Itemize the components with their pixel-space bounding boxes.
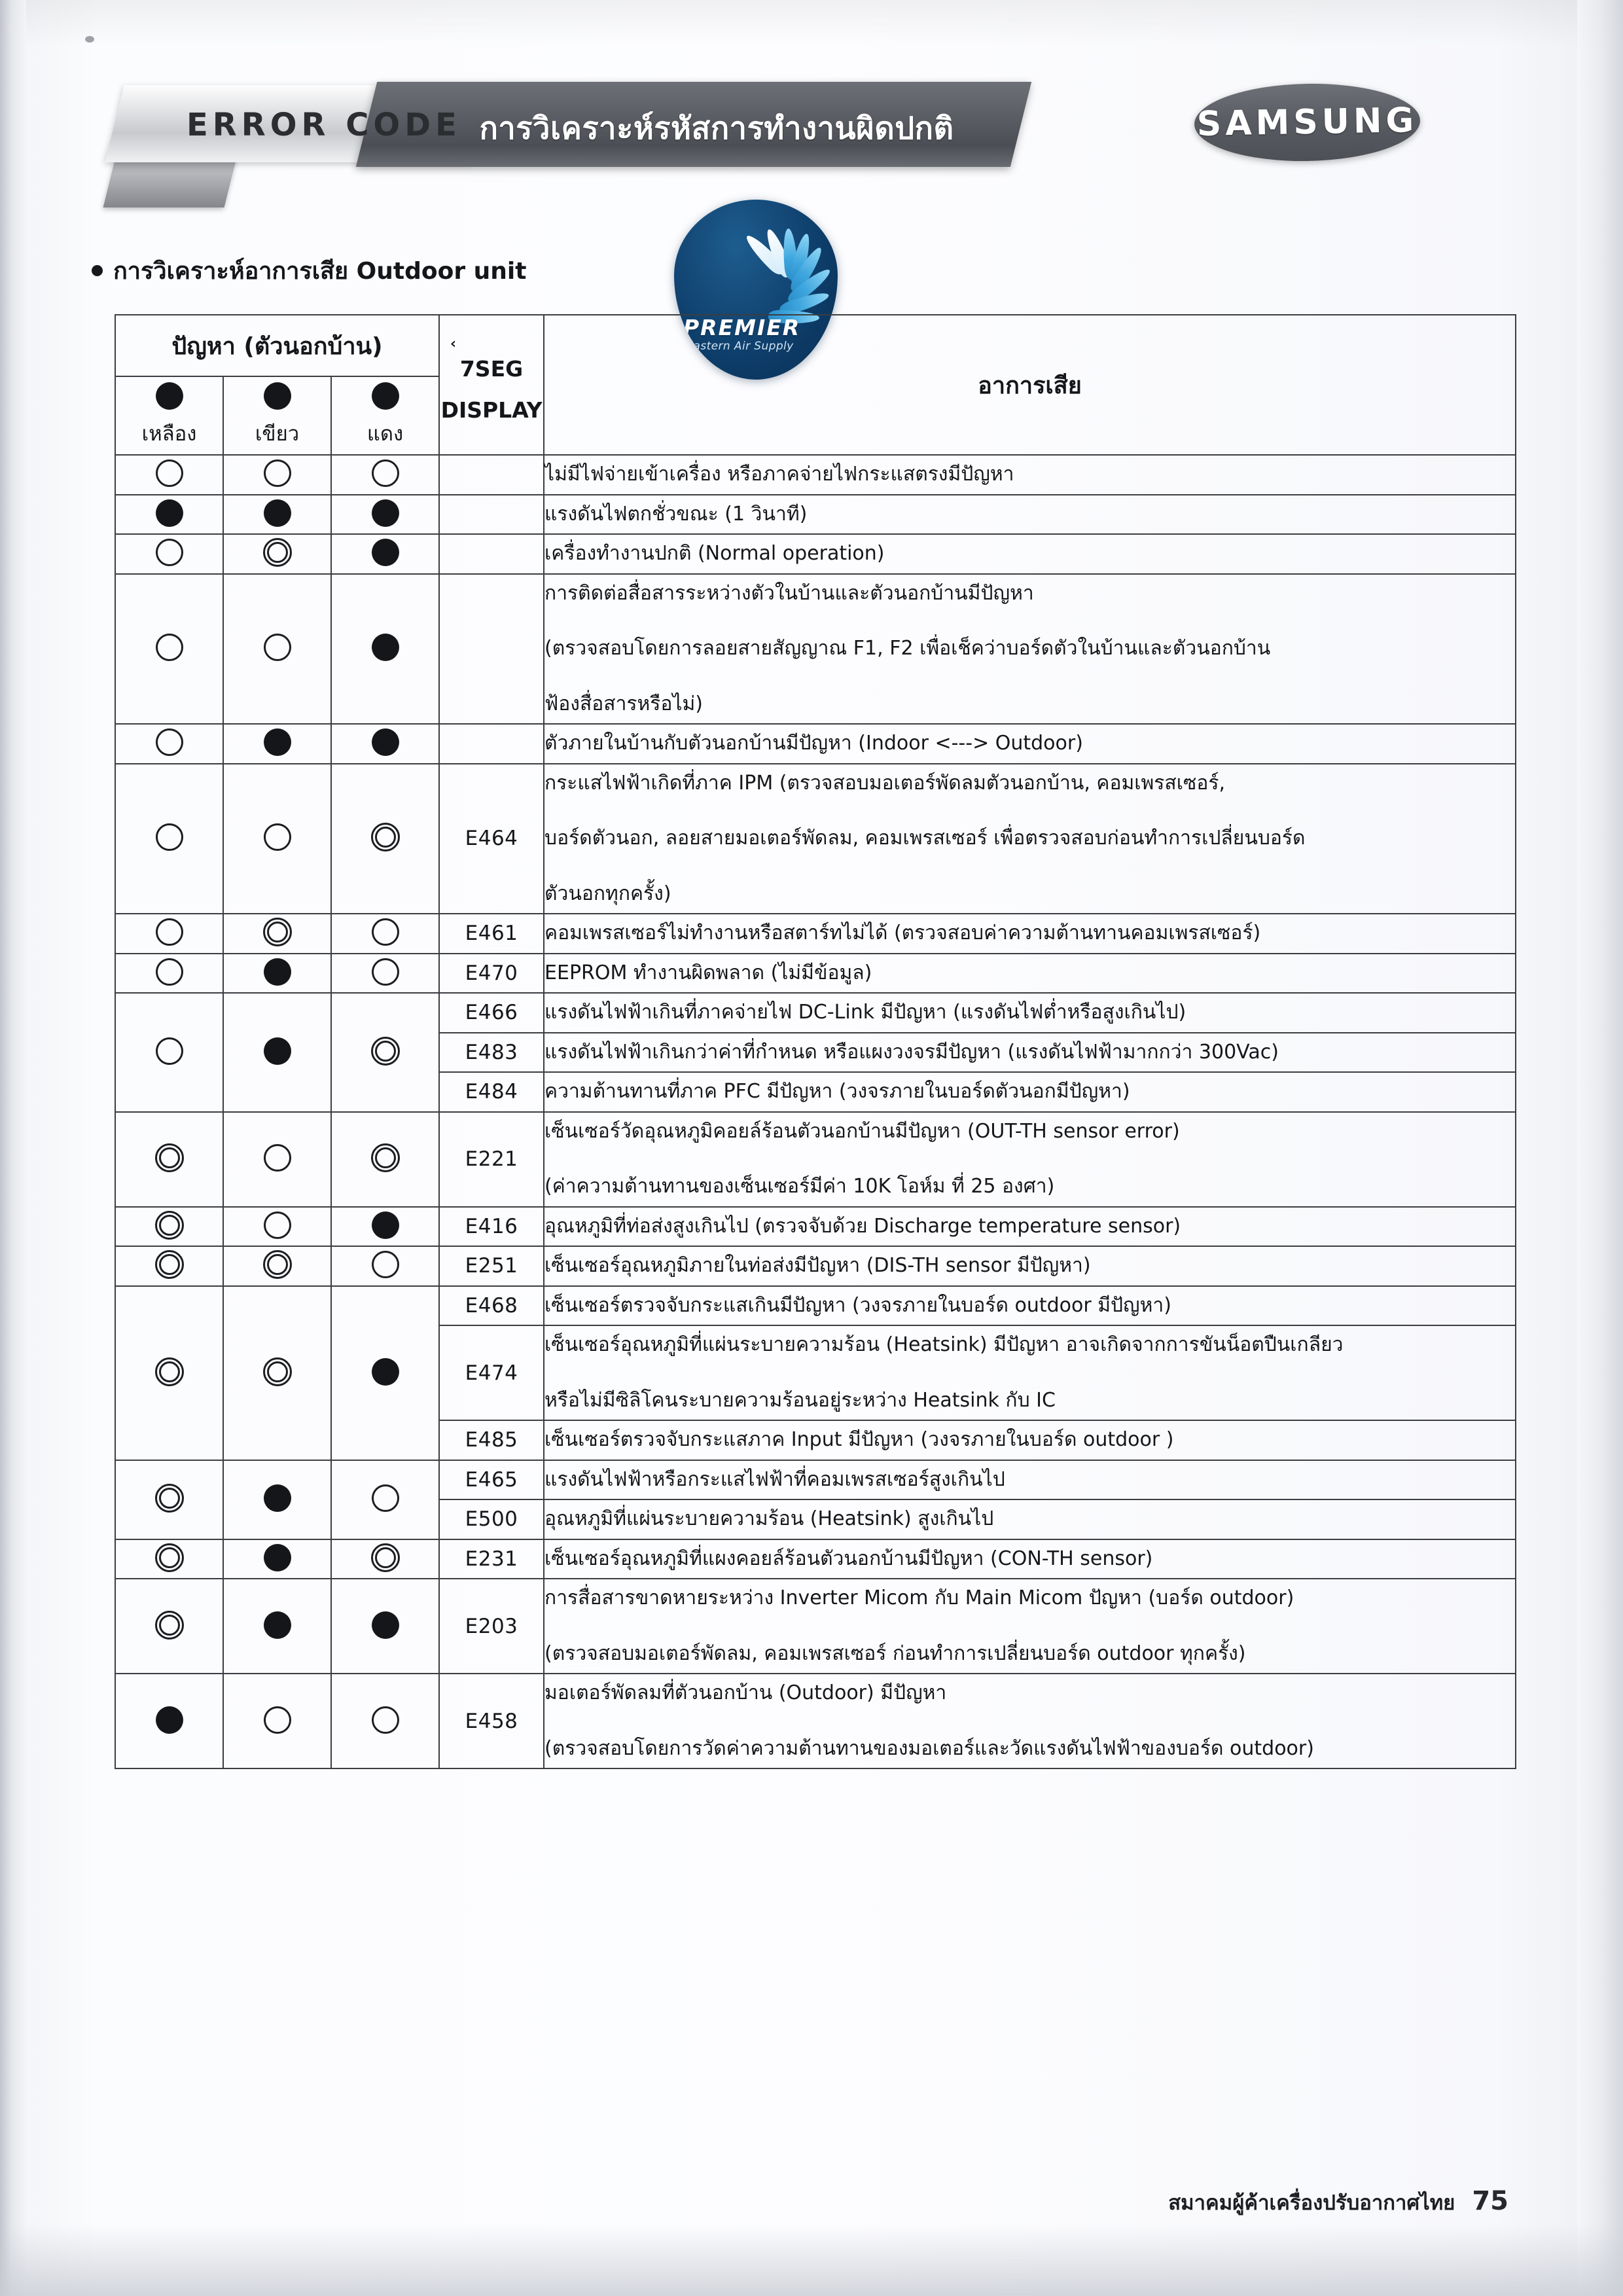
table-row (115, 534, 1516, 574)
page-footer (1168, 2186, 1508, 2219)
header-banner (115, 82, 1247, 216)
symptom-description (544, 455, 1516, 495)
led-cell (223, 1286, 331, 1460)
symptom-line: เซ็นเซอร์อุณหภูมิที่แผงคอยล์ร้อนตัวนอกบ้านมีปัญหา (CON-TH sensor) (544, 1547, 1153, 1570)
symptom-line: (ตรวจสอบโดยการวัดค่าความต้านทานของมอเตอร์และวัดแรงดันไฟฟ้าของบอร์ด outdoor) (544, 1736, 1314, 1760)
led-indicator-double-icon (155, 1543, 184, 1572)
led-indicator-filled-icon (263, 728, 292, 757)
led-indicator-double-icon (263, 1357, 292, 1386)
symptom-line: คอมเพรสเซอร์ไม่ทำงานหรือสตาร์ทไม่ได้ (ตรวจสอบค่าความต้านทานคอมเพรสเซอร์) (544, 922, 1261, 944)
symptom-description (544, 495, 1516, 535)
led-cell (331, 1112, 439, 1207)
symptom-description (544, 534, 1516, 574)
led-indicator-filled-icon (263, 1484, 292, 1513)
symptom-line: อุณหภูมิที่แผ่นระบายความร้อน (Heatsink) สูงเกินไป (544, 1507, 994, 1530)
table-body (115, 455, 1516, 1768)
table-row (115, 1674, 1516, 1768)
led-indicator-empty-icon (371, 1250, 400, 1279)
led-indicator-double-icon (155, 1143, 184, 1172)
led-cell (223, 495, 331, 535)
led-indicator-empty-icon (155, 633, 184, 662)
led-cell (331, 764, 439, 914)
led-indicator-filled-icon (263, 1543, 292, 1572)
header-led-red-label: แดง (366, 422, 404, 446)
table-row (115, 1112, 1516, 1207)
table-row (115, 914, 1516, 954)
section-heading-text: การวิเคราะห์อาการเสีย Outdoor unit (113, 258, 527, 285)
symptom-line: การติดต่อสื่อสารระหว่างตัวในบ้านและตัวนอกบ้านมีปัญหา (544, 581, 1034, 605)
symptom-description (544, 1539, 1516, 1579)
led-indicator-empty-icon (155, 918, 184, 946)
led-indicator-empty-icon (155, 459, 184, 488)
led-cell (115, 495, 223, 535)
error-code-label: ERROR CODE (187, 107, 461, 143)
led-indicator-double-icon (263, 1250, 292, 1279)
header-led-yellow-label: เหลือง (141, 422, 197, 446)
led-cell (223, 455, 331, 495)
header-led-group: ปัญหา (ตัวนอกบ้าน) (115, 315, 439, 376)
table-row (115, 1246, 1516, 1286)
section-heading (92, 252, 526, 289)
led-cell (223, 1539, 331, 1579)
led-cell (223, 1460, 331, 1539)
led-indicator-filled-icon (371, 499, 400, 528)
symptom-description (544, 1246, 1516, 1286)
led-indicator-filled-icon (155, 499, 184, 528)
symptom-line: แรงดันไฟฟ้าเกินที่ภาคจ่ายไฟ DC-Link มีปัญหา (แรงดันไฟต่ำหรือสูงเกินไป) (544, 1001, 1186, 1024)
led-cell (331, 1207, 439, 1247)
symptom-line: อุณหภูมิที่ท่อส่งสูงเกินไป (ตรวจจับด้วย Discharge temperature sensor) (544, 1214, 1181, 1238)
led-cell (331, 1674, 439, 1768)
seven-segment-code: E468 (439, 1286, 544, 1326)
led-indicator-double-icon (155, 1611, 184, 1640)
symptom-line: ตัวภายในบ้านกับตัวนอกบ้านมีปัญหา (Indoor <---> Outdoor) (544, 732, 1083, 755)
led-cell (115, 914, 223, 954)
symptom-line: มอเตอร์พัดลมที่ตัวนอกบ้าน (Outdoor) มีปัญหา (544, 1681, 947, 1704)
led-cell (115, 954, 223, 994)
association-name: สมาคมผู้ค้าเครื่องปรับอากาศไทย (1168, 2191, 1455, 2215)
seven-segment-code: E484 (439, 1072, 544, 1112)
symptom-description (544, 1207, 1516, 1247)
symptom-description (544, 1579, 1516, 1674)
led-cell (115, 1539, 223, 1579)
symptom-line: ฟ้องสื่อสารหรือไม่) (544, 692, 704, 715)
table-row (115, 764, 1516, 914)
symptom-description (544, 574, 1516, 725)
led-cell (115, 1112, 223, 1207)
symptom-line: (ตรวจสอบโดยการลอยสายสัญญาณ F1, F2 เพื่อเช็คว่าบอร์ดตัวในบ้านและตัวนอกบ้าน (544, 637, 1271, 660)
bullet-icon (92, 265, 103, 276)
led-cell (115, 724, 223, 764)
seven-segment-code (439, 724, 544, 764)
symptom-description (544, 724, 1516, 764)
table-row (115, 495, 1516, 535)
led-cell (223, 1246, 331, 1286)
seven-segment-code: E483 (439, 1033, 544, 1073)
led-indicator-filled-icon (371, 1211, 400, 1240)
symptom-description (544, 1460, 1516, 1500)
seven-segment-code: E485 (439, 1420, 544, 1460)
symptom-description (544, 1033, 1516, 1073)
symptom-line: เซ็นเซอร์อุณหภูมิภายในท่อส่งมีปัญหา (DIS-TH sensor มีปัญหา) (544, 1254, 1091, 1277)
led-indicator-double-icon (155, 1250, 184, 1279)
led-cell (331, 1286, 439, 1460)
led-indicator-double-icon (155, 1211, 184, 1240)
led-indicator-empty-icon (155, 538, 184, 567)
led-cell (331, 1579, 439, 1674)
page-right-gutter-shadow (1577, 0, 1623, 2296)
seven-segment-code: E221 (439, 1112, 544, 1207)
seven-segment-code: E203 (439, 1579, 544, 1674)
symptom-line: EEPROM ทำงานผิดพลาด (ไม่มีข้อมูล) (544, 961, 872, 984)
led-indicator-filled-icon (371, 1357, 400, 1386)
led-indicator-empty-icon (155, 1037, 184, 1066)
led-cell (223, 764, 331, 914)
led-cell (115, 534, 223, 574)
led-cell (331, 534, 439, 574)
seven-segment-code: E416 (439, 1207, 544, 1247)
table-row (115, 993, 1516, 1033)
scan-speck (85, 36, 94, 43)
banner-thai-title: การวิเคราะห์รหัสการทำงานผิดปกติ (479, 110, 954, 147)
symptom-line: การสื่อสารขาดหายระหว่าง Inverter Micom กับ Main Micom ปัญหา (บอร์ด outdoor) (544, 1587, 1294, 1609)
error-code-table-wrap (115, 314, 1515, 1769)
table-head-row-1 (115, 315, 1516, 376)
led-indicator-filled-icon (371, 633, 400, 662)
led-indicator-double-icon (371, 1143, 400, 1172)
led-indicator-double-icon (263, 538, 292, 567)
led-cell (223, 574, 331, 725)
seven-segment-code (439, 534, 544, 574)
led-cell (331, 1460, 439, 1539)
led-cell (223, 1674, 331, 1768)
led-cell (115, 455, 223, 495)
led-cell (115, 1286, 223, 1460)
led-cell (223, 914, 331, 954)
table-row (115, 1539, 1516, 1579)
table-row (115, 574, 1516, 725)
led-indicator-filled-icon (371, 538, 400, 567)
symptom-description (544, 1674, 1516, 1768)
symptom-line: กระแสไฟฟ้าเกิดที่ภาค IPM (ตรวจสอบมอเตอร์พัดลมตัวนอกบ้าน, คอมเพรสเซอร์, (544, 771, 1225, 795)
page-bottom-shadow (0, 2224, 1623, 2296)
table-head (115, 315, 1516, 455)
symptom-line: บอร์ดตัวนอก, ลอยสายมอเตอร์พัดลม, คอมเพรสเซอร์ เพื่อตรวจสอบก่อนทำการเปลี่ยนบอร์ด (544, 827, 1306, 850)
led-indicator-empty-icon (371, 1484, 400, 1513)
led-indicator-filled-icon (263, 958, 292, 986)
table-row (115, 1460, 1516, 1500)
table-row (115, 724, 1516, 764)
seven-segment-code (439, 455, 544, 495)
table-row (115, 455, 1516, 495)
symptom-line: เซ็นเซอร์อุณหภูมิที่แผ่นระบายความร้อน (Heatsink) มีปัญหา อาจเกิดจากการขันน็อตปืนเกลียว (544, 1333, 1344, 1356)
seven-segment-code: E474 (439, 1325, 544, 1420)
symptom-line: แรงดันไฟฟ้าเกินกว่าค่าที่กำหนด หรือแผงวงจรมีปัญหา (แรงดันไฟฟ้ามากกว่า 300Vac) (544, 1040, 1279, 1064)
page-left-gutter-shadow (0, 0, 26, 2296)
led-indicator-double-icon (371, 823, 400, 852)
led-indicator-empty-icon (371, 958, 400, 986)
samsung-wordmark: SAMSUNG (1196, 101, 1418, 144)
led-indicator-empty-icon (263, 459, 292, 488)
seven-segment-code (439, 574, 544, 725)
symptom-line: เซ็นเซอร์ตรวจจับกระแสภาค Input มีปัญหา (วงจรภายในบอร์ด outdoor ) (544, 1428, 1174, 1451)
header-7seg-line2: DISPLAY (440, 397, 543, 423)
premier-spray-icon (747, 222, 826, 323)
symptom-line: หรือไม่มีซิลิโคนระบายความร้อนอยู่ระหว่าง Heatsink กับ IC (544, 1388, 1056, 1412)
table-row (115, 1579, 1516, 1674)
page-number: 75 (1472, 2186, 1508, 2216)
premier-tagline: Eastern Air Supply (686, 340, 794, 353)
seven-segment-code: E470 (439, 954, 544, 994)
led-indicator-filled-icon (263, 1037, 292, 1066)
seven-segment-code: E251 (439, 1246, 544, 1286)
table-row (115, 954, 1516, 994)
led-cell (223, 1112, 331, 1207)
symptom-description (544, 914, 1516, 954)
seven-segment-code: E458 (439, 1674, 544, 1768)
led-cell (223, 724, 331, 764)
led-indicator-empty-icon (155, 823, 184, 852)
led-indicator-empty-icon (263, 1143, 292, 1172)
led-cell (331, 574, 439, 725)
led-cell (115, 764, 223, 914)
led-indicator-filled-icon (263, 1611, 292, 1640)
header-7seg-line1: 7SEG (459, 356, 524, 382)
led-indicator-double-icon (371, 1037, 400, 1066)
symptom-description (544, 1499, 1516, 1539)
led-indicator-double-icon (155, 1357, 184, 1386)
led-cell (115, 1674, 223, 1768)
led-cell (115, 1246, 223, 1286)
led-indicator-double-icon (371, 1543, 400, 1572)
led-cell (115, 1207, 223, 1247)
symptom-line: เซ็นเซอร์ตรวจจับกระแสเกินมีปัญหา (วงจรภายในบอร์ด outdoor มีปัญหา) (544, 1293, 1171, 1317)
led-cell (115, 1460, 223, 1539)
led-cell (331, 993, 439, 1112)
seven-segment-code: E231 (439, 1539, 544, 1579)
seven-segment-code (439, 495, 544, 535)
header-7seg-tick: ‹ (450, 335, 457, 352)
led-indicator-empty-icon (371, 918, 400, 946)
led-cell (331, 455, 439, 495)
header-led-yellow (115, 376, 223, 455)
led-indicator-filled-icon (371, 728, 400, 757)
led-cell (331, 724, 439, 764)
header-7seg-display (439, 315, 544, 455)
led-indicator-filled-icon (155, 1706, 184, 1734)
symptom-line: ไม่มีไฟจ่ายเข้าเครื่อง หรือภาคจ่ายไฟกระแสตรงมีปัญหา (544, 463, 1014, 486)
premier-name: PREMIER (683, 315, 801, 340)
led-indicator-empty-icon (263, 823, 292, 852)
led-indicator-empty-icon (371, 1706, 400, 1734)
led-cell (331, 954, 439, 994)
led-indicator-empty-icon (263, 1706, 292, 1734)
table-row (115, 1207, 1516, 1247)
led-cell (115, 574, 223, 725)
led-cell (223, 993, 331, 1112)
symptom-description (544, 1325, 1516, 1420)
symptom-description (544, 1112, 1516, 1207)
led-indicator-filled-icon (155, 382, 184, 410)
seven-segment-code: E464 (439, 764, 544, 914)
led-indicator-filled-icon (263, 382, 292, 410)
symptom-description (544, 1072, 1516, 1112)
seven-segment-code: E466 (439, 993, 544, 1033)
symptom-line: ความต้านทานที่ภาค PFC มีปัญหา (วงจรภายในบอร์ดตัวนอกมีปัญหา) (544, 1080, 1130, 1103)
led-cell (331, 914, 439, 954)
led-cell (115, 993, 223, 1112)
symptom-line: ตัวนอกทุกครั้ง) (544, 882, 671, 905)
header-led-red (331, 376, 439, 455)
led-cell (223, 534, 331, 574)
led-cell (223, 954, 331, 994)
symptom-line: แรงดันไฟฟ้าหรือกระแสไฟฟ้าที่คอมเพรสเซอร์สูงเกินไป (544, 1467, 1005, 1491)
led-cell (223, 1579, 331, 1674)
header-symptom: อาการเสีย (544, 315, 1516, 455)
led-indicator-double-icon (155, 1484, 184, 1513)
led-cell (331, 495, 439, 535)
symptom-description (544, 993, 1516, 1033)
led-indicator-filled-icon (371, 382, 400, 410)
seven-segment-code: E465 (439, 1460, 544, 1500)
header-led-green-label: เขียว (255, 422, 300, 446)
symptom-line: เซ็นเซอร์วัดอุณหภูมิคอยล์ร้อนตัวนอกบ้านมีปัญหา (OUT-TH sensor error) (544, 1119, 1180, 1143)
led-indicator-empty-icon (263, 1211, 292, 1240)
led-cell (115, 1579, 223, 1674)
symptom-line: (ตรวจสอบมอเตอร์พัดลม, คอมเพรสเซอร์ ก่อนทำการเปลี่ยนบอร์ด outdoor ทุกครั้ง) (544, 1641, 1246, 1665)
seven-segment-code: E500 (439, 1499, 544, 1539)
symptom-line: (ค่าความต้านทานของเซ็นเซอร์มีค่า 10K โอห์ม ที่ 25 องศา) (544, 1175, 1055, 1198)
seven-segment-code: E461 (439, 914, 544, 954)
led-indicator-empty-icon (155, 958, 184, 986)
symptom-description (544, 1286, 1516, 1326)
symptom-description (544, 954, 1516, 994)
error-code-table (115, 314, 1516, 1769)
led-cell (331, 1246, 439, 1286)
led-indicator-filled-icon (263, 499, 292, 528)
led-indicator-empty-icon (155, 728, 184, 757)
led-indicator-double-icon (263, 918, 292, 946)
led-indicator-empty-icon (263, 633, 292, 662)
symptom-line: เครื่องทำงานปกติ (Normal operation) (544, 542, 885, 565)
header-led-green (223, 376, 331, 455)
symptom-line: แรงดันไฟตกชั่วขณะ (1 วินาที) (544, 502, 808, 526)
table-row (115, 1286, 1516, 1326)
led-indicator-filled-icon (371, 1611, 400, 1640)
led-indicator-empty-icon (371, 459, 400, 488)
symptom-description (544, 764, 1516, 914)
led-cell (223, 1207, 331, 1247)
led-cell (331, 1539, 439, 1579)
symptom-description (544, 1420, 1516, 1460)
